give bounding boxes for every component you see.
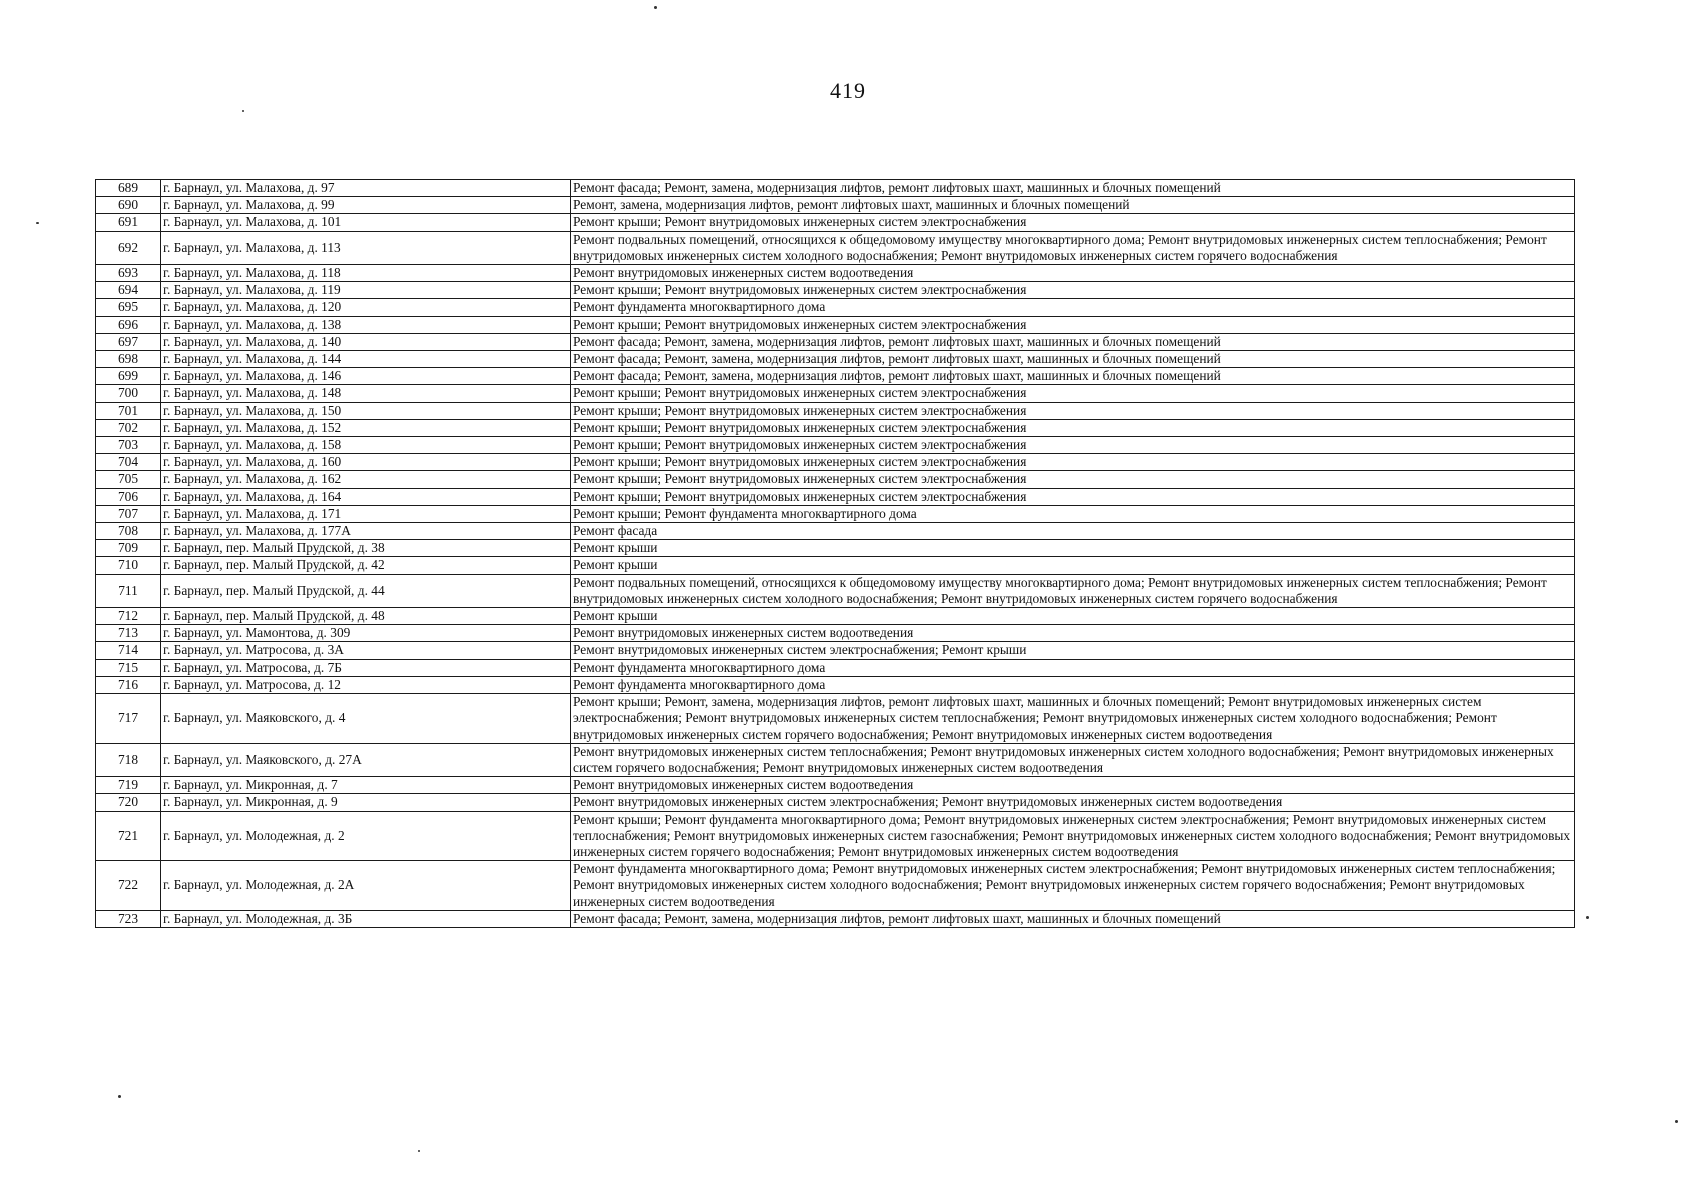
row-number-cell: 703 bbox=[96, 437, 161, 454]
row-number-cell: 702 bbox=[96, 419, 161, 436]
scan-speck bbox=[1675, 1120, 1678, 1123]
table-row bbox=[96, 316, 1575, 333]
row-number-cell: 719 bbox=[96, 777, 161, 794]
repair-works-cell: Ремонт внутридомовых инженерных систем электроснабжения; Ремонт внутридомовых инженерных систем водоотведения bbox=[571, 794, 1575, 811]
repair-works-cell: Ремонт подвальных помещений, относящихся к общедомовому имуществу многоквартирного дома; Ремонт внутридомовых инженерных систем теплоснабжения; Ремонт внутридомовых инженерных систем холодного водоснабжения; Ремонт внутридомовых инженерных систем горячего водоснабжения bbox=[571, 231, 1575, 264]
repair-works-cell: Ремонт крыши bbox=[571, 608, 1575, 625]
row-number-cell: 695 bbox=[96, 299, 161, 316]
repair-works-cell: Ремонт внутридомовых инженерных систем водоотведения bbox=[571, 265, 1575, 282]
repair-works-cell: Ремонт крыши; Ремонт внутридомовых инженерных систем электроснабжения bbox=[571, 316, 1575, 333]
table-row bbox=[96, 608, 1575, 625]
row-number-cell: 701 bbox=[96, 402, 161, 419]
repair-works-cell: Ремонт внутридомовых инженерных систем водоотведения bbox=[571, 777, 1575, 794]
row-number-cell: 700 bbox=[96, 385, 161, 402]
table-row bbox=[96, 333, 1575, 350]
table-row bbox=[96, 180, 1575, 197]
row-number-cell: 699 bbox=[96, 368, 161, 385]
row-number-cell: 721 bbox=[96, 811, 161, 861]
row-number-cell: 711 bbox=[96, 574, 161, 607]
address-cell: г. Барнаул, ул. Малахова, д. 150 bbox=[161, 402, 571, 419]
row-number-cell: 716 bbox=[96, 676, 161, 693]
table-row bbox=[96, 694, 1575, 744]
repair-works-cell: Ремонт фасада; Ремонт, замена, модернизация лифтов, ремонт лифтовых шахт, машинных и блочных помещений bbox=[571, 368, 1575, 385]
scan-speck bbox=[242, 110, 244, 112]
row-number-cell: 691 bbox=[96, 214, 161, 231]
row-number-cell: 690 bbox=[96, 197, 161, 214]
repair-works-cell: Ремонт крыши bbox=[571, 557, 1575, 574]
address-cell: г. Барнаул, ул. Малахова, д. 113 bbox=[161, 231, 571, 264]
repair-works-cell: Ремонт крыши bbox=[571, 540, 1575, 557]
table-row bbox=[96, 625, 1575, 642]
row-number-cell: 693 bbox=[96, 265, 161, 282]
row-number-cell: 689 bbox=[96, 180, 161, 197]
scan-speck bbox=[36, 222, 39, 224]
table-row bbox=[96, 385, 1575, 402]
row-number-cell: 710 bbox=[96, 557, 161, 574]
table-row bbox=[96, 743, 1575, 776]
repair-works-cell: Ремонт крыши; Ремонт внутридомовых инженерных систем электроснабжения bbox=[571, 437, 1575, 454]
repair-works-cell: Ремонт фасада; Ремонт, замена, модернизация лифтов, ремонт лифтовых шахт, машинных и блочных помещений bbox=[571, 333, 1575, 350]
table-row bbox=[96, 488, 1575, 505]
address-cell: г. Барнаул, ул. Малахова, д. 118 bbox=[161, 265, 571, 282]
address-cell: г. Барнаул, ул. Малахова, д. 140 bbox=[161, 333, 571, 350]
address-cell: г. Барнаул, ул. Матросова, д. 7Б bbox=[161, 659, 571, 676]
repair-works-cell: Ремонт крыши; Ремонт, замена, модернизация лифтов, ремонт лифтовых шахт, машинных и блочных помещений; Ремонт внутридомовых инженерных систем электроснабжения; Ремонт внутридомовых инженерных систем теплоснабжения; Ремонт внутридомовых инженерных систем холодного водоснабжения; Ремонт внутридомовых инженерных систем горячего водоснабжения; Ремонт внутридомовых инженерных систем водоотведения bbox=[571, 694, 1575, 744]
address-cell: г. Барнаул, ул. Маяковского, д. 4 bbox=[161, 694, 571, 744]
repair-works-cell: Ремонт крыши; Ремонт внутридомовых инженерных систем электроснабжения bbox=[571, 402, 1575, 419]
repair-works-cell: Ремонт крыши; Ремонт фундамента многоквартирного дома; Ремонт внутридомовых инженерных систем электроснабжения; Ремонт внутридомовых инженерных систем теплоснабжения; Ремонт внутридомовых инженерных систем газоснабжения; Ремонт внутридомовых инженерных систем холодного водоснабжения; Ремонт внутридомовых инженерных систем горячего водоснабжения; Ремонт внутридомовых инженерных систем водоотведения bbox=[571, 811, 1575, 861]
table-row bbox=[96, 557, 1575, 574]
repair-works-cell: Ремонт фундамента многоквартирного дома; Ремонт внутридомовых инженерных систем электроснабжения; Ремонт внутридомовых инженерных систем теплоснабжения; Ремонт внутридомовых инженерных систем холодного водоснабжения; Ремонт внутридомовых инженерных систем горячего водоснабжения; Ремонт внутридомовых инженерных систем водоотведения bbox=[571, 861, 1575, 911]
repair-registry-table bbox=[95, 179, 1575, 928]
table-row bbox=[96, 282, 1575, 299]
address-cell: г. Барнаул, ул. Мамонтова, д. 309 bbox=[161, 625, 571, 642]
address-cell: г. Барнаул, пер. Малый Прудской, д. 44 bbox=[161, 574, 571, 607]
row-number-cell: 709 bbox=[96, 540, 161, 557]
address-cell: г. Барнаул, ул. Малахова, д. 97 bbox=[161, 180, 571, 197]
repair-works-cell: Ремонт подвальных помещений, относящихся к общедомовому имуществу многоквартирного дома; Ремонт внутридомовых инженерных систем теплоснабжения; Ремонт внутридомовых инженерных систем холодного водоснабжения; Ремонт внутридомовых инженерных систем горячего водоснабжения bbox=[571, 574, 1575, 607]
row-number-cell: 717 bbox=[96, 694, 161, 744]
row-number-cell: 713 bbox=[96, 625, 161, 642]
row-number-cell: 705 bbox=[96, 471, 161, 488]
repair-works-cell: Ремонт крыши; Ремонт внутридомовых инженерных систем электроснабжения bbox=[571, 282, 1575, 299]
address-cell: г. Барнаул, ул. Молодежная, д. 2 bbox=[161, 811, 571, 861]
address-cell: г. Барнаул, ул. Матросова, д. 3А bbox=[161, 642, 571, 659]
address-cell: г. Барнаул, ул. Молодежная, д. 2А bbox=[161, 861, 571, 911]
table-row bbox=[96, 676, 1575, 693]
repair-works-cell: Ремонт фундамента многоквартирного дома bbox=[571, 676, 1575, 693]
row-number-cell: 708 bbox=[96, 523, 161, 540]
table-row bbox=[96, 214, 1575, 231]
table-row bbox=[96, 471, 1575, 488]
address-cell: г. Барнаул, ул. Малахова, д. 144 bbox=[161, 351, 571, 368]
table-row bbox=[96, 368, 1575, 385]
repair-works-cell: Ремонт фундамента многоквартирного дома bbox=[571, 659, 1575, 676]
table-row bbox=[96, 419, 1575, 436]
repair-works-cell: Ремонт крыши; Ремонт внутридомовых инженерных систем электроснабжения bbox=[571, 214, 1575, 231]
row-number-cell: 707 bbox=[96, 505, 161, 522]
registry-table-body bbox=[96, 180, 1575, 928]
scan-speck bbox=[418, 1150, 420, 1152]
table-row bbox=[96, 811, 1575, 861]
repair-works-cell: Ремонт фасада bbox=[571, 523, 1575, 540]
address-cell: г. Барнаул, ул. Малахова, д. 164 bbox=[161, 488, 571, 505]
row-number-cell: 718 bbox=[96, 743, 161, 776]
table-row bbox=[96, 454, 1575, 471]
address-cell: г. Барнаул, ул. Малахова, д. 146 bbox=[161, 368, 571, 385]
repair-works-cell: Ремонт внутридомовых инженерных систем теплоснабжения; Ремонт внутридомовых инженерных систем холодного водоснабжения; Ремонт внутридомовых инженерных систем горячего водоснабжения; Ремонт внутридомовых инженерных систем водоотведения bbox=[571, 743, 1575, 776]
repair-works-cell: Ремонт фасада; Ремонт, замена, модернизация лифтов, ремонт лифтовых шахт, машинных и блочных помещений bbox=[571, 910, 1575, 927]
table-row bbox=[96, 351, 1575, 368]
row-number-cell: 722 bbox=[96, 861, 161, 911]
table-row bbox=[96, 910, 1575, 927]
repair-works-cell: Ремонт крыши; Ремонт внутридомовых инженерных систем электроснабжения bbox=[571, 471, 1575, 488]
table-row bbox=[96, 197, 1575, 214]
table-row bbox=[96, 437, 1575, 454]
repair-works-cell: Ремонт крыши; Ремонт фундамента многоквартирного дома bbox=[571, 505, 1575, 522]
table-row bbox=[96, 505, 1575, 522]
address-cell: г. Барнаул, ул. Малахова, д. 120 bbox=[161, 299, 571, 316]
address-cell: г. Барнаул, ул. Малахова, д. 158 bbox=[161, 437, 571, 454]
repair-works-cell: Ремонт крыши; Ремонт внутридомовых инженерных систем электроснабжения bbox=[571, 488, 1575, 505]
repair-works-cell: Ремонт крыши; Ремонт внутридомовых инженерных систем электроснабжения bbox=[571, 454, 1575, 471]
address-cell: г. Барнаул, ул. Малахова, д. 101 bbox=[161, 214, 571, 231]
row-number-cell: 704 bbox=[96, 454, 161, 471]
address-cell: г. Барнаул, ул. Малахова, д. 148 bbox=[161, 385, 571, 402]
address-cell: г. Барнаул, ул. Микронная, д. 9 bbox=[161, 794, 571, 811]
row-number-cell: 692 bbox=[96, 231, 161, 264]
table-row bbox=[96, 540, 1575, 557]
row-number-cell: 714 bbox=[96, 642, 161, 659]
table-row bbox=[96, 642, 1575, 659]
table-row bbox=[96, 231, 1575, 264]
row-number-cell: 697 bbox=[96, 333, 161, 350]
scan-speck bbox=[1586, 916, 1589, 919]
table-row bbox=[96, 299, 1575, 316]
table-row bbox=[96, 402, 1575, 419]
table-row bbox=[96, 574, 1575, 607]
address-cell: г. Барнаул, ул. Матросова, д. 12 bbox=[161, 676, 571, 693]
row-number-cell: 696 bbox=[96, 316, 161, 333]
address-cell: г. Барнаул, ул. Маяковского, д. 27А bbox=[161, 743, 571, 776]
row-number-cell: 723 bbox=[96, 910, 161, 927]
address-cell: г. Барнаул, ул. Малахова, д. 162 bbox=[161, 471, 571, 488]
table-row bbox=[96, 659, 1575, 676]
repair-works-cell: Ремонт внутридомовых инженерных систем водоотведения bbox=[571, 625, 1575, 642]
table-row bbox=[96, 265, 1575, 282]
repair-works-cell: Ремонт фасада; Ремонт, замена, модернизация лифтов, ремонт лифтовых шахт, машинных и блочных помещений bbox=[571, 180, 1575, 197]
address-cell: г. Барнаул, ул. Малахова, д. 177А bbox=[161, 523, 571, 540]
address-cell: г. Барнаул, ул. Малахова, д. 138 bbox=[161, 316, 571, 333]
row-number-cell: 698 bbox=[96, 351, 161, 368]
row-number-cell: 706 bbox=[96, 488, 161, 505]
address-cell: г. Барнаул, пер. Малый Прудской, д. 42 bbox=[161, 557, 571, 574]
table-row bbox=[96, 523, 1575, 540]
table-row bbox=[96, 777, 1575, 794]
repair-works-cell: Ремонт фасада; Ремонт, замена, модернизация лифтов, ремонт лифтовых шахт, машинных и блочных помещений bbox=[571, 351, 1575, 368]
row-number-cell: 715 bbox=[96, 659, 161, 676]
repair-works-cell: Ремонт крыши; Ремонт внутридомовых инженерных систем электроснабжения bbox=[571, 419, 1575, 436]
page-number: 419 bbox=[830, 78, 866, 103]
address-cell: г. Барнаул, ул. Молодежная, д. 3Б bbox=[161, 910, 571, 927]
table-row bbox=[96, 861, 1575, 911]
scan-speck bbox=[118, 1095, 121, 1098]
address-cell: г. Барнаул, пер. Малый Прудской, д. 38 bbox=[161, 540, 571, 557]
address-cell: г. Барнаул, ул. Малахова, д. 152 bbox=[161, 419, 571, 436]
row-number-cell: 694 bbox=[96, 282, 161, 299]
address-cell: г. Барнаул, пер. Малый Прудской, д. 48 bbox=[161, 608, 571, 625]
address-cell: г. Барнаул, ул. Малахова, д. 119 bbox=[161, 282, 571, 299]
row-number-cell: 712 bbox=[96, 608, 161, 625]
table-row bbox=[96, 794, 1575, 811]
row-number-cell: 720 bbox=[96, 794, 161, 811]
repair-works-cell: Ремонт фундамента многоквартирного дома bbox=[571, 299, 1575, 316]
address-cell: г. Барнаул, ул. Малахова, д. 171 bbox=[161, 505, 571, 522]
address-cell: г. Барнаул, ул. Микронная, д. 7 bbox=[161, 777, 571, 794]
repair-works-cell: Ремонт крыши; Ремонт внутридомовых инженерных систем электроснабжения bbox=[571, 385, 1575, 402]
address-cell: г. Барнаул, ул. Малахова, д. 99 bbox=[161, 197, 571, 214]
address-cell: г. Барнаул, ул. Малахова, д. 160 bbox=[161, 454, 571, 471]
repair-works-cell: Ремонт, замена, модернизация лифтов, ремонт лифтовых шахт, машинных и блочных помещений bbox=[571, 197, 1575, 214]
scan-speck bbox=[654, 6, 657, 9]
repair-works-cell: Ремонт внутридомовых инженерных систем электроснабжения; Ремонт крыши bbox=[571, 642, 1575, 659]
